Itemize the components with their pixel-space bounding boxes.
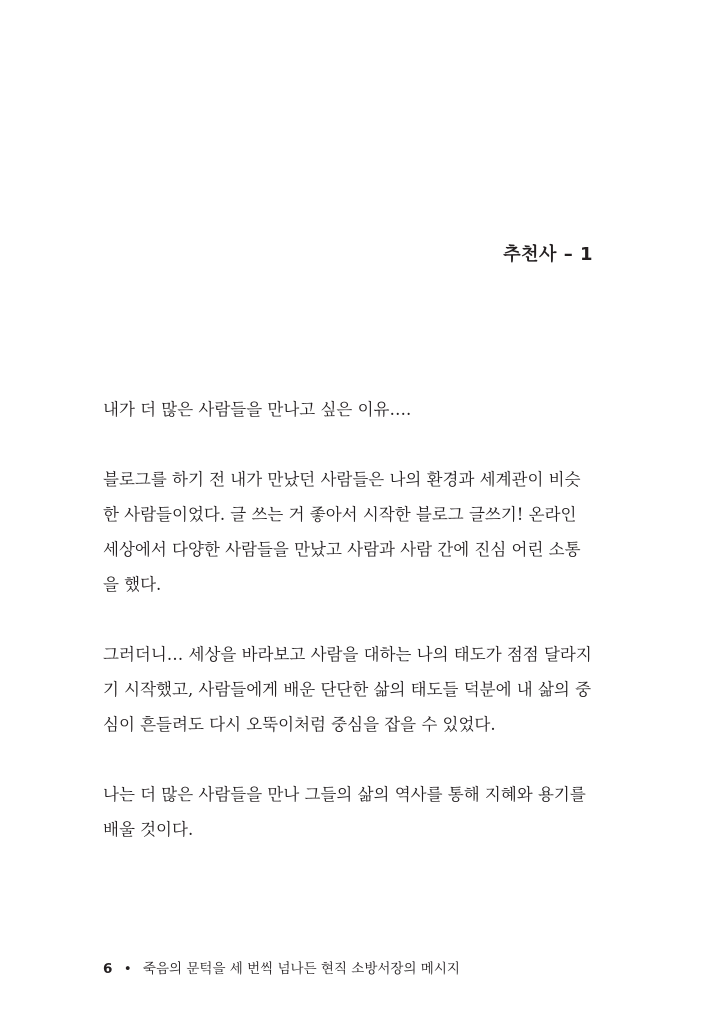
paragraph — [103, 637, 603, 742]
footer-bullet: • — [123, 961, 132, 977]
section-title: 추천사 – 1 — [503, 244, 593, 265]
page-number: 6 — [103, 961, 113, 977]
text-line: 블로그를 하기 전 내가 만났던 사람들은 나의 환경과 세계관이 비슷 — [103, 470, 581, 489]
book-title: 죽음의 문턱을 세 번씩 넘나든 현직 소방서장의 메시지 — [142, 961, 460, 977]
text-line: 한 사람들이었다. 글 쓰는 거 좋아서 시작한 블로그 글쓰기! 온라인 — [103, 505, 577, 524]
text-line: 세상에서 다양한 사람들을 만났고 사람과 사람 간에 진심 어린 소통 — [103, 540, 581, 559]
text-line: 심이 흔들려도 다시 오뚝이처럼 중심을 잡을 수 있었다. — [103, 715, 496, 734]
text-line: 배울 것이다. — [103, 820, 194, 839]
body-text — [103, 392, 603, 882]
text-line: 기 시작했고, 사람들에게 배운 단단한 삶의 태도들 덕분에 내 삶의 중 — [103, 680, 592, 699]
paragraph — [103, 462, 603, 602]
paragraph — [103, 392, 603, 427]
paragraph — [103, 777, 603, 847]
text-line: 나는 더 많은 사람들을 만나 그들의 삶의 역사를 통해 지혜와 용기를 — [103, 785, 586, 804]
text-line: 그러더니… 세상을 바라보고 사람을 대하는 나의 태도가 점점 달라지 — [103, 645, 592, 664]
text-line: 내가 더 많은 사람들을 만나고 싶은 이유…. — [103, 400, 412, 419]
page-footer — [103, 957, 460, 977]
text-line: 을 했다. — [103, 575, 162, 594]
